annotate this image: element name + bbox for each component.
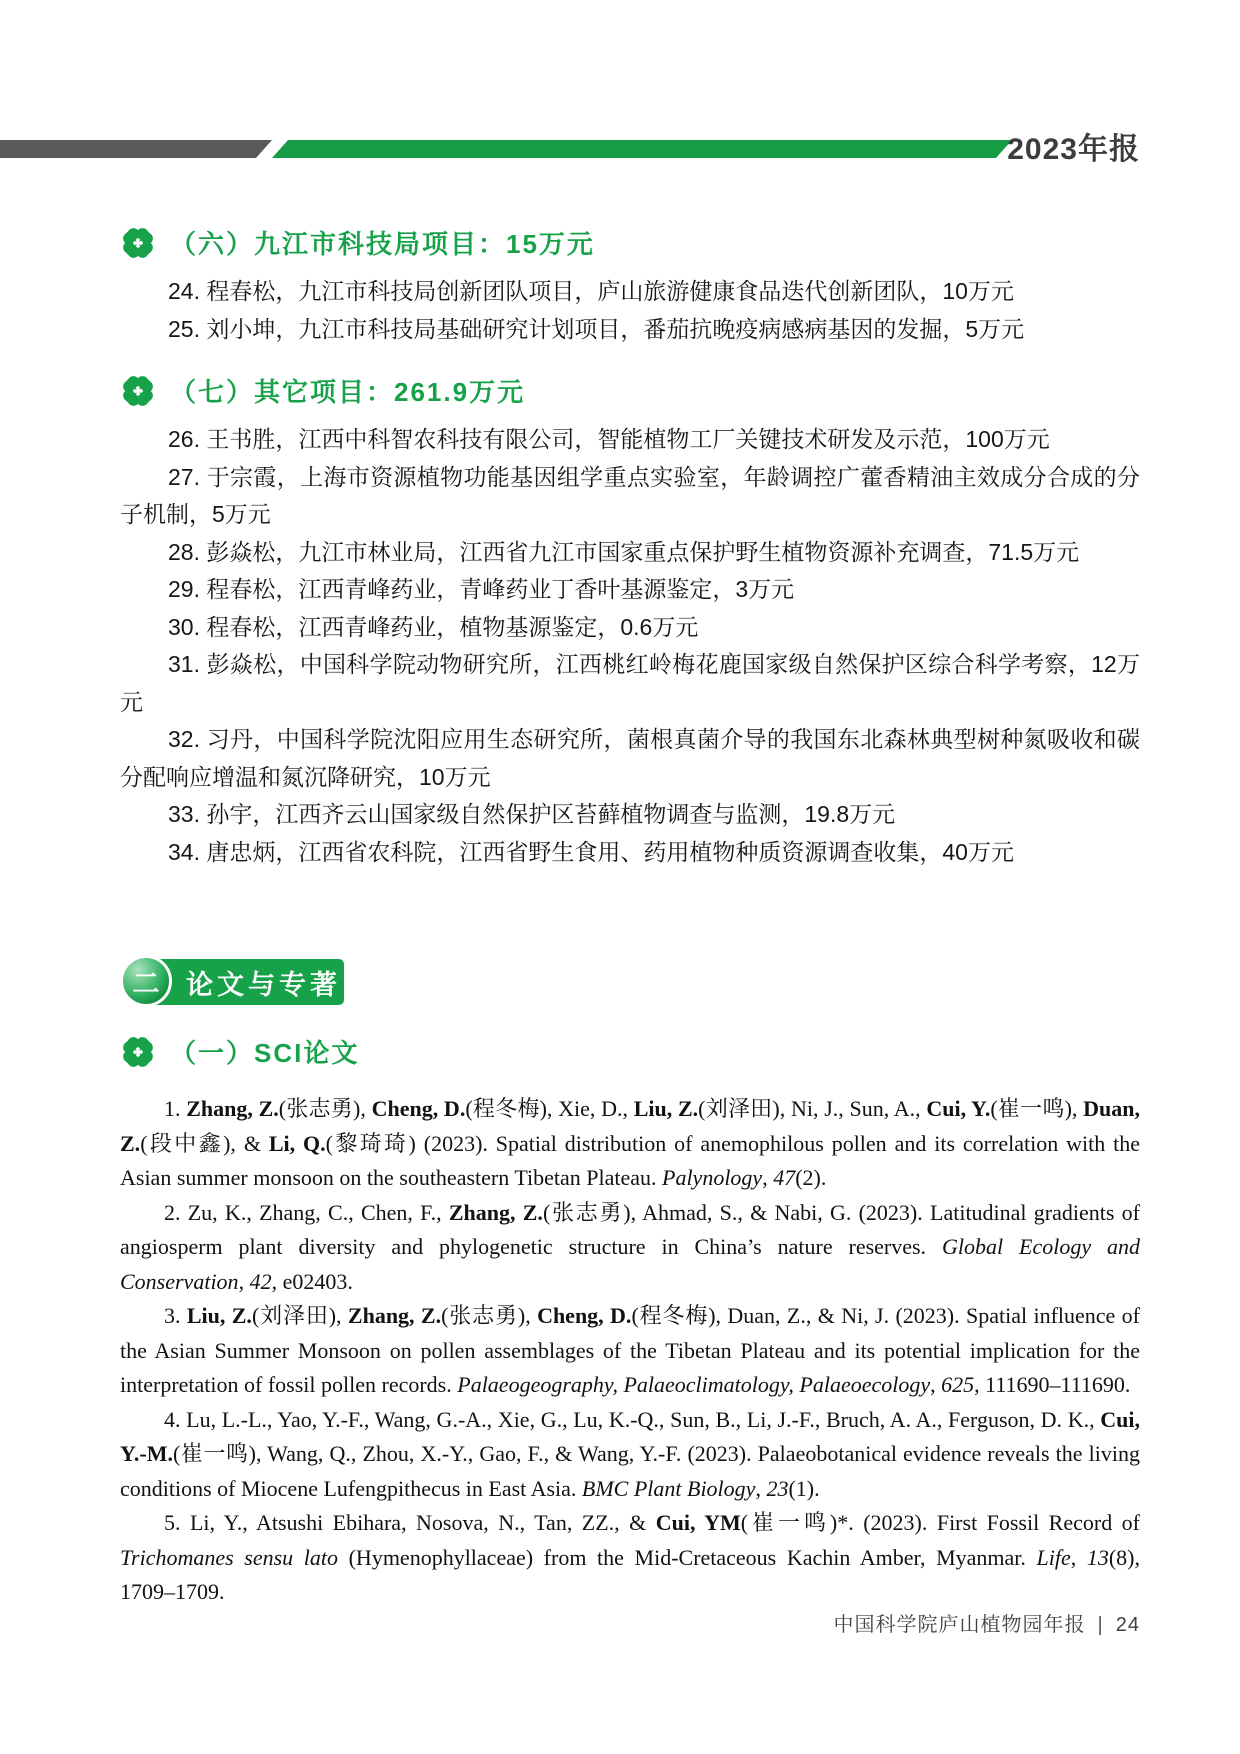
clover-icon (120, 225, 156, 261)
funding-item: 31. 彭焱松，中国科学院动物研究所，江西桃红岭梅花鹿国家级自然保护区综合科学考察，12万元 (120, 651, 1140, 715)
funding-item: 27. 于宗霞，上海市资源植物功能基因组学重点实验室，年龄调控广藿香精油主效成分合成的分子机制，5万元 (120, 463, 1140, 527)
funding-heading-text: （六）九江市科技局项目：15万元 (170, 229, 595, 259)
funding-item: 32. 习丹，中国科学院沈阳应用生态研究所，菌根真菌介导的我国东北森林典型树种氮吸收和碳分配响应增温和氮沉降研究，10万元 (120, 726, 1140, 790)
header-green-bar (272, 140, 1012, 158)
clover-icon (120, 1034, 156, 1070)
footer-report-title: 中国科学院庐山植物园年报 (833, 1614, 1086, 1636)
clover-icon (120, 373, 156, 409)
funding-item: 30. 程春松，江西青峰药业，植物基源鉴定，0.6万元 (168, 613, 699, 640)
page-footer (834, 1608, 1140, 1637)
reference-entry: 2. Zu, K., Zhang, C., Chen, F., Zhang, Z.(张志勇), Ahmad, S., & Nabi, G. (2023). Latitudinal gradients of angiosperm plant diversity and phylogenetic structure in China’s nature reserves. Global Ecology and Conservation, 42, e02403. (120, 1199, 1141, 1294)
funding-heading-text: （七）其它项目：261.9万元 (170, 377, 526, 407)
reference-entry: 3. Liu, Z.(刘泽田), Zhang, Z.(张志勇), Cheng, D.(程冬梅), Duan, Z., & Ni, J. (2023). Spatial influence of the Asian Summer Monsoon on pollen assemblages of the Tibetan Plateau and its potential implication for the interpretation of fossil pollen records. Palaeogeography, Palaeoclimatology, Palaeoecology, 625, 111690–111690. (120, 1303, 1140, 1397)
banner-title-text: 论文与专著 (186, 969, 341, 1000)
footer-separator: | (1097, 1614, 1104, 1636)
footer-page-number: 24 (1115, 1614, 1140, 1636)
reference-entry: 4. Lu, L.-L., Yao, Y.-F., Wang, G.-A., Xie, G., Lu, K.-Q., Sun, B., Li, J.-F., Bruch, A. A., Ferguson, D. K., Cui, Y.-M.(崔一鸣), Wang, Q., Zhou, X.-Y., Gao, F., & Wang, Y.-F. (2023). Palaeobotanical evidence reveals the living conditions of Miocene Lufengpithecus in East Asia. BMC Plant Biology, 23(1). (120, 1406, 1140, 1501)
funding-item: 25. 刘小坤，九江市科技局基础研究计划项目，番茄抗晚疫病感病基因的发掘，5万元 (168, 315, 1025, 342)
reference-entry: 1. Zhang, Z.(张志勇), Cheng, D.(程冬梅), Xie, D., Liu, Z.(刘泽田), Ni, J., Sun, A., Cui, Y.(崔一鸣), Duan, Z.(段中鑫), & Li, Q.(黎琦琦) (2023). Spatial distribution of anemophilous pollen and its correlation with the Asian summer monsoon on the southeastern Tibetan Plateau. Palynology, 47(2). (120, 1096, 1141, 1190)
funding-item: 26. 王书胜，江西中科智农科技有限公司，智能植物工厂关键技术研发及示范，100万元 (168, 426, 1050, 452)
section-number-badge (120, 955, 172, 1007)
funding-section-heading (120, 224, 1140, 261)
funding-item: 24. 程春松，九江市科技局创新团队项目，庐山旅游健康食品迭代创新团队，10万元 (168, 278, 1014, 304)
sci-section-heading (120, 1033, 1140, 1070)
sci-heading-text: （一）SCI论文 (170, 1038, 360, 1068)
reference-list (120, 1092, 1140, 1610)
funding-sections (120, 224, 1140, 871)
funding-section-heading (120, 372, 1140, 409)
reference-entry: 5. Li, Y., Atsushi Ebihara, Nosova, N., Tan, ZZ., & Cui, YM(崔一鸣)*. (2023). First Fossil Record of Trichomanes sensu lato (Hymenophyllaceae) from the Mid-Cretaceous Kachin Amber, Myanmar. Life, 13(8), 1709–1709. (120, 1510, 1141, 1604)
banner-number-text: 二 (132, 968, 160, 999)
section-banner (120, 955, 1140, 1007)
funding-item: 29. 程春松，江西青峰药业，青峰药业丁香叶基源鉴定，3万元 (168, 576, 795, 602)
funding-item: 34. 唐忠炳，江西省农科院，江西省野生食用、药用植物种质资源调查收集，40万元 (168, 838, 1014, 865)
funding-item: 28. 彭焱松，九江市林业局，江西省九江市国家重点保护野生植物资源补充调查，71.5万元 (168, 538, 1080, 565)
report-year-label: 2023年报 (1007, 133, 1140, 166)
funding-item: 33. 孙宇，江西齐云山国家级自然保护区苔藓植物调查与监测，19.8万元 (168, 801, 896, 827)
section-banner-title (144, 959, 344, 1005)
header-gray-bar (0, 140, 272, 158)
